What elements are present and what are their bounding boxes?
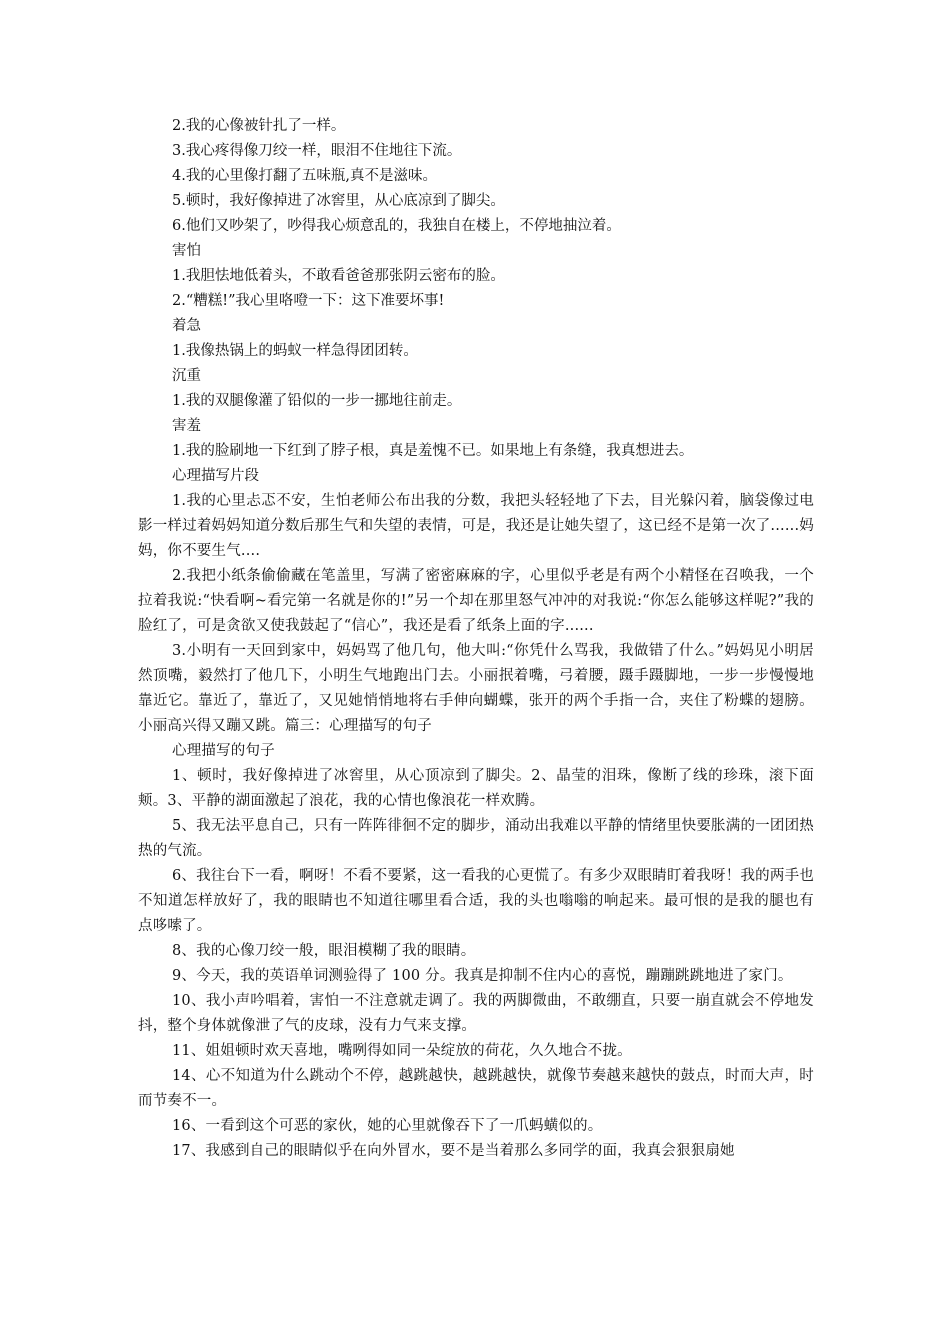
section-heading-shy: 害羞 (172, 418, 201, 434)
text-line: 4.我的心里像打翻了五味瓶,真不是滋味。 (172, 168, 437, 184)
text-line: 1.我像热锅上的蚂蚁一样急得团团转。 (172, 343, 418, 359)
paragraph: 2.我把小纸条偷偷藏在笔盖里，写满了密密麻麻的字，心里似乎老是有两个小精怪在召唤我，一个拉着我说:“快看啊~看完第一名就是你的!”另一个却在那里怒气冲冲的对我说:“你怎么能够这样呢?”我的脸红了，可是贪欲又使我鼓起了“信心”，我还是看了纸条上面的字...... (138, 568, 814, 634)
text-line: 1.我胆怯地低着头，不敢看爸爸那张阴云密布的脸。 (172, 268, 505, 284)
paragraph: 1、顿时，我好像掉进了冰窖里，从心顶凉到了脚尖。2、晶莹的泪珠，像断了线的珍珠，滚下面颊。3、平静的湖面激起了浪花，我的心情也像浪花一样欢腾。 (138, 768, 814, 809)
paragraph: 8、我的心像刀绞一般，眼泪模糊了我的眼睛。 (172, 943, 476, 959)
text-line: 1.我的脸刷地一下红到了脖子根，真是羞愧不已。如果地上有条缝，我真想进去。 (172, 443, 694, 459)
text-line: 3.我心疼得像刀绞一样，眼泪不住地往下流。 (172, 143, 462, 159)
text-line: 1.我的双腿像灌了铅似的一步一挪地往前走。 (172, 393, 462, 409)
text-line: 6.他们又吵架了，吵得我心烦意乱的，我独自在楼上，不停地抽泣着。 (172, 218, 621, 234)
text-line: 5.顿时，我好像掉进了冰窖里，从心底凉到了脚尖。 (172, 193, 505, 209)
section-heading-anxious: 着急 (172, 318, 201, 334)
text-line: 2.“糟糕!”我心里咯噔一下：这下准要坏事! (172, 293, 445, 309)
paragraph: 5、我无法平息自己，只有一阵阵徘徊不定的脚步，涌动出我难以平静的情绪里快要胀满的一团团热热的气流。 (138, 818, 814, 859)
section-heading-afraid: 害怕 (172, 243, 201, 259)
paragraph: 3.小明有一天回到家中，妈妈骂了他几句，他大叫:“你凭什么骂我，我做错了什么。”妈妈见小明居然顶嘴，毅然打了他几下，小明生气地跑出门去。小丽抿着嘴，弓着腰，蹑手蹑脚地，一步一步慢慢地靠近它。靠近了，靠近了，又见她悄悄地将右手伸向蝴蝶，张开的两个手指一合，夹住了粉蝶的翅膀。小丽高兴得又蹦又跳。篇三：心理描写的句子 (138, 643, 814, 734)
text-line: 2.我的心像被针扎了一样。 (172, 118, 346, 134)
paragraph: 17、我感到自己的眼睛似乎在向外冒水，要不是当着那么多同学的面，我真会狠狠扇她 (172, 1143, 735, 1159)
paragraph: 14、心不知道为什么跳动个不停，越跳越快，越跳越快，就像节奏越来越快的鼓点，时而大声，时而节奏不一。 (138, 1068, 814, 1109)
paragraph: 6、我往台下一看，啊呀！不看不要紧，这一看我的心更慌了。有多少双眼睛盯着我呀！我的两手也不知道怎样放好了，我的眼睛也不知道往哪里看合适，我的头也嗡嗡的响起来。最可恨的是我的腿也有点哆嗦了。 (138, 868, 814, 934)
paragraph: 16、一看到这个可恶的家伙，她的心里就像吞下了一爪蚂蟥似的。 (172, 1118, 603, 1134)
section-heading-heavy: 沉重 (172, 368, 201, 384)
paragraph: 1.我的心里忐忑不安，生怕老师公布出我的分数，我把头轻轻地了下去，目光躲闪着，脑袋像过电影一样过着妈妈知道分数后那生气和失望的表情，可是，我还是让她失望了，这已经不是第一次了......妈妈，你不要生气.... (138, 493, 814, 559)
section-heading-sentences: 心理描写的句子 (172, 743, 275, 759)
section-heading-fragments: 心理描写片段 (172, 468, 259, 484)
paragraph: 9、今天，我的英语单词测验得了 100 分。我真是抑制不住内心的喜悦，蹦蹦跳跳地进了家门。 (172, 968, 793, 984)
paragraph: 10、我小声吟唱着，害怕一不注意就走调了。我的两脚微曲，不敢绷直，只要一崩直就会不停地发抖，整个身体就像泄了气的皮球，没有力气来支撑。 (138, 993, 814, 1034)
document-body (138, 114, 814, 1164)
paragraph: 11、姐姐顿时欢天喜地，嘴咧得如同一朵绽放的荷花，久久地合不拢。 (172, 1043, 632, 1059)
